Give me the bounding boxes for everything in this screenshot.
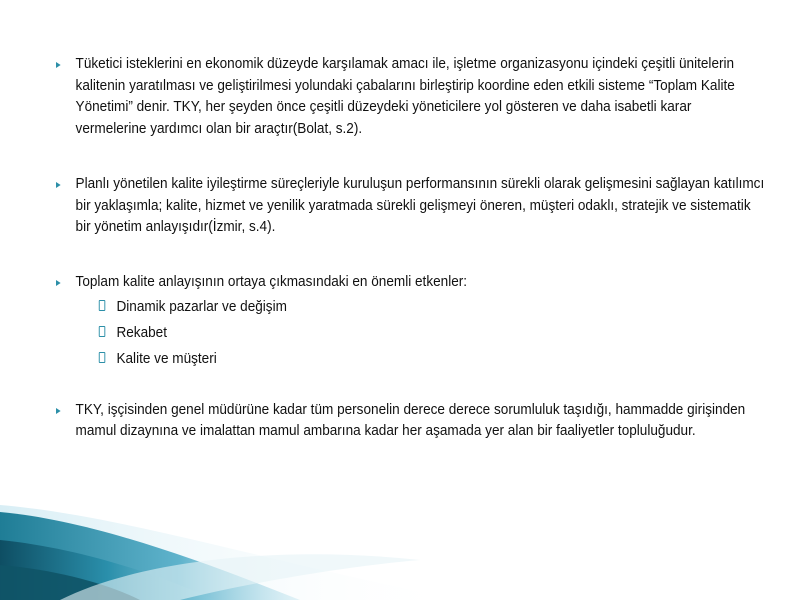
triangle-bullet-icon bbox=[56, 182, 61, 188]
sub-bullet-item bbox=[56, 346, 767, 372]
triangle-bullet-icon bbox=[56, 408, 61, 414]
sub-bullet-item bbox=[56, 320, 767, 346]
bullet-text: Planlı yönetilen kalite iyileştirme süreçleriyle kuruluşun performansının sürekli olarak gelişmesini sağlayan katılımcı bir yaklaşımla; kalite, hizmet ve yenilik yaratmada sürekli gelişmeyi öneren, müşteri odaklı, stratejik ve sistematik bir yönetim anlayışıdır(İzmir, s.4). bbox=[75, 175, 765, 236]
sub-bullet-text: Kalite ve müşteri bbox=[116, 350, 217, 367]
bullet-item bbox=[56, 54, 766, 141]
triangle-bullet-icon bbox=[56, 280, 61, 286]
bullet-text: Toplam kalite anlayışının ortaya çıkmasındaki en önemli etkenler: bbox=[75, 273, 468, 290]
sub-bullet-text: Dinamik pazarlar ve değişim bbox=[116, 298, 287, 315]
bullet-list bbox=[56, 54, 765, 443]
bullet-item bbox=[56, 174, 766, 239]
bullet-text: TKY, işçisinden genel müdürüne kadar tüm personelin derece derece sorumluluk taşıdığı, hammadde girişinden mamul dizaynına ve imalattan mamul ambarına kadar her aşamada yer alan bir faaliyetler topluluğudur. bbox=[75, 401, 746, 440]
sub-bullet-text: Rekabet bbox=[116, 324, 168, 341]
sub-bullet-item bbox=[56, 294, 767, 320]
square-bullet-icon bbox=[99, 326, 106, 337]
square-bullet-icon bbox=[99, 352, 106, 363]
bullet-text: Tüketici isteklerini en ekonomik düzeyde karşılamak amacı ile, işletme organizasyonu içindeki çeşitli ünitelerin kalitenin yaratılması ve geliştirilmesi yolundaki çabalarını birleştirip koordine eden etkili sisteme “Toplam Kalite Yönetimi” denir. TKY, her şeyden önce çeşitli düzeydeki yöneticilere yol gösteren ve daha isabetli karar vermelerine yardımcı olan bir araçtır(Bolat, s.2). bbox=[75, 56, 735, 138]
bullet-item bbox=[56, 272, 766, 294]
bullet-item bbox=[56, 400, 766, 443]
triangle-bullet-icon bbox=[56, 62, 61, 68]
square-bullet-icon bbox=[99, 300, 106, 311]
